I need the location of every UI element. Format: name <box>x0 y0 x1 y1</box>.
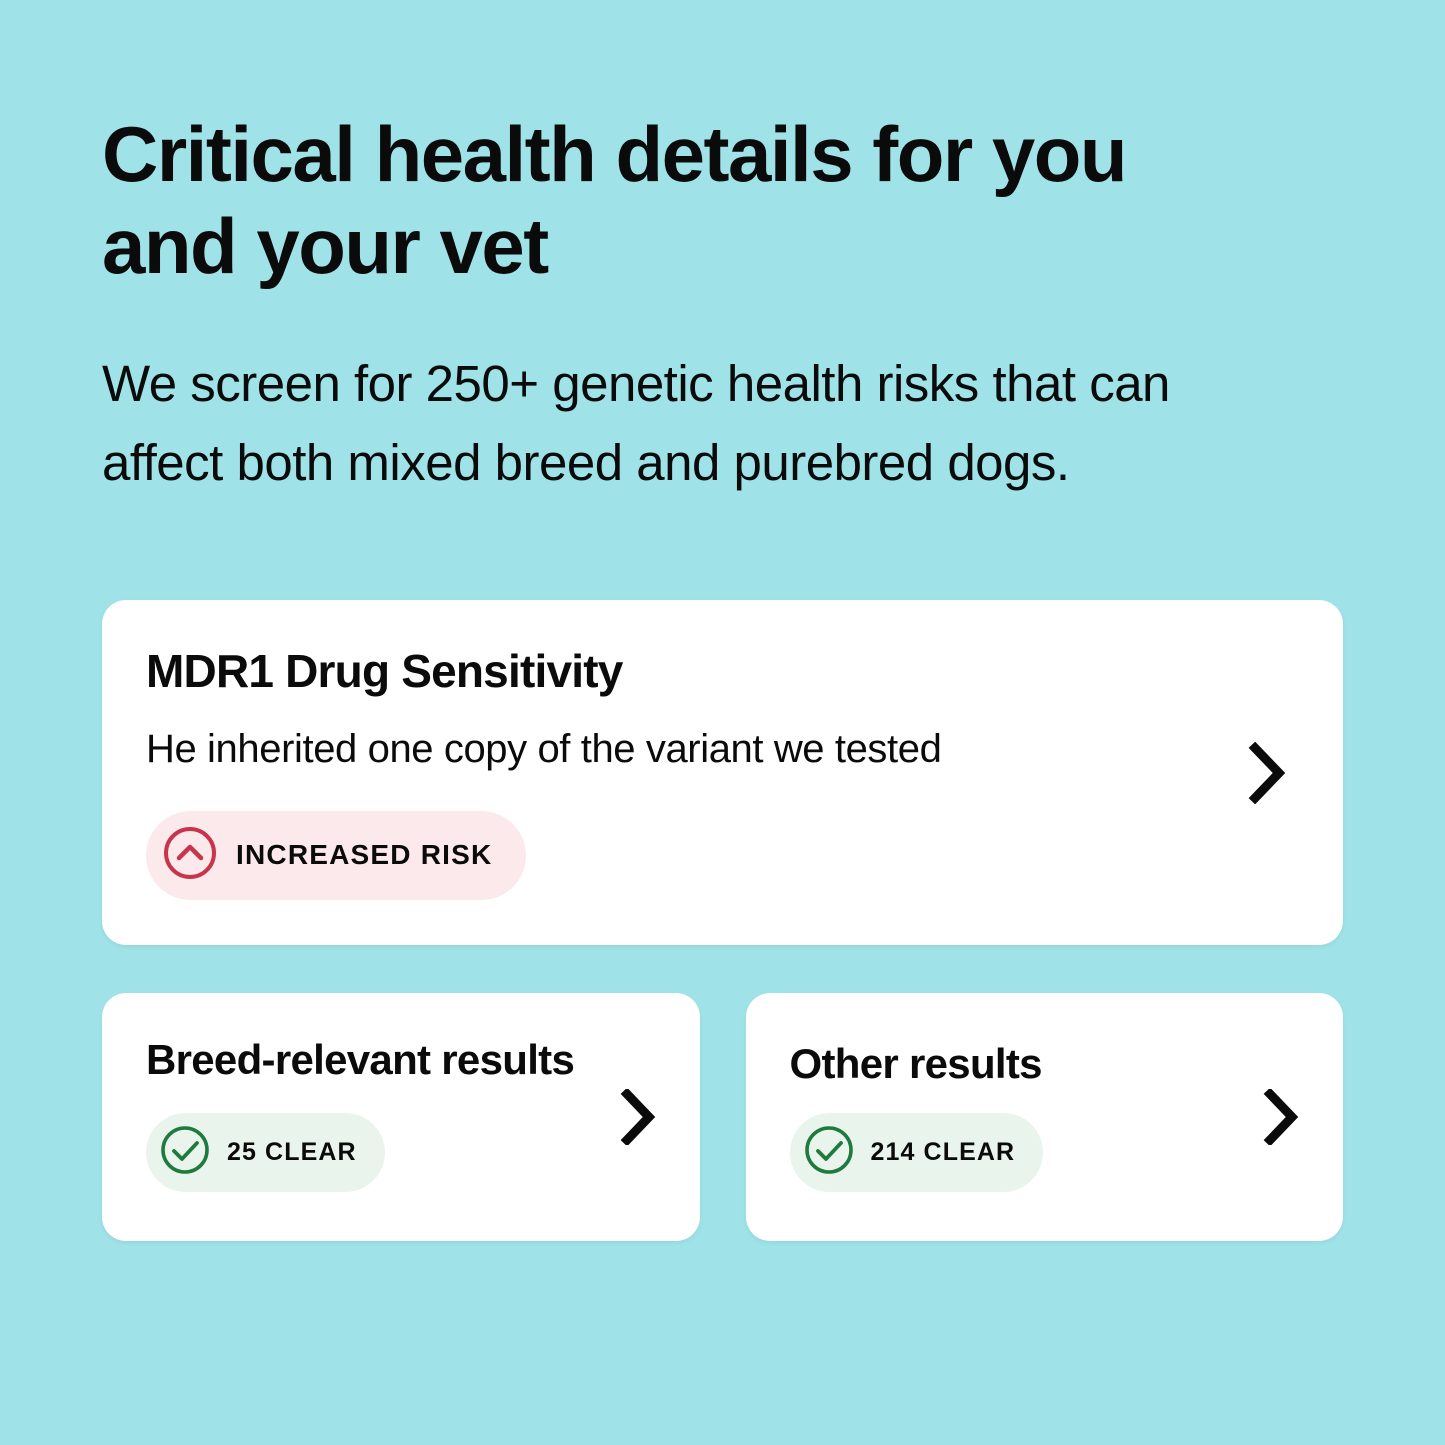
chevron-up-circle-icon <box>162 825 218 886</box>
mdr1-result-card[interactable] <box>102 600 1343 945</box>
mdr1-card-title: MDR1 Drug Sensitivity <box>146 645 623 698</box>
breed-relevant-badge-wrap <box>146 1113 660 1192</box>
status-badge-label: 214 CLEAR <box>870 1138 1016 1167</box>
status-badge-clear <box>146 1113 385 1192</box>
status-badge-label: 25 CLEAR <box>227 1138 357 1167</box>
page-title: Critical health details for you and your vet <box>102 110 1127 291</box>
other-results-card-title: Other results <box>789 1040 1042 1088</box>
status-badge-clear <box>790 1113 1044 1192</box>
check-circle-icon <box>803 1124 855 1181</box>
secondary-results-row <box>102 993 1343 1241</box>
other-results-badge-wrap <box>790 1113 1304 1192</box>
check-circle-icon <box>159 1124 211 1181</box>
mdr1-card-description: He inherited one copy of the variant we tested <box>146 726 942 771</box>
chevron-right-icon[interactable] <box>1247 742 1287 804</box>
chevron-right-icon[interactable] <box>1263 1089 1299 1145</box>
breed-relevant-card-title: Breed-relevant results <box>146 1036 575 1084</box>
status-badge-increased-risk <box>146 811 526 900</box>
chevron-right-icon[interactable] <box>620 1089 656 1145</box>
status-badge-label: INCREASED RISK <box>236 839 493 871</box>
breed-relevant-results-card[interactable] <box>102 993 700 1241</box>
other-results-card[interactable] <box>746 993 1344 1241</box>
page-subtitle: We screen for 250+ genetic health risks that can affect both mixed breed and purebred dogs. <box>102 355 1170 492</box>
